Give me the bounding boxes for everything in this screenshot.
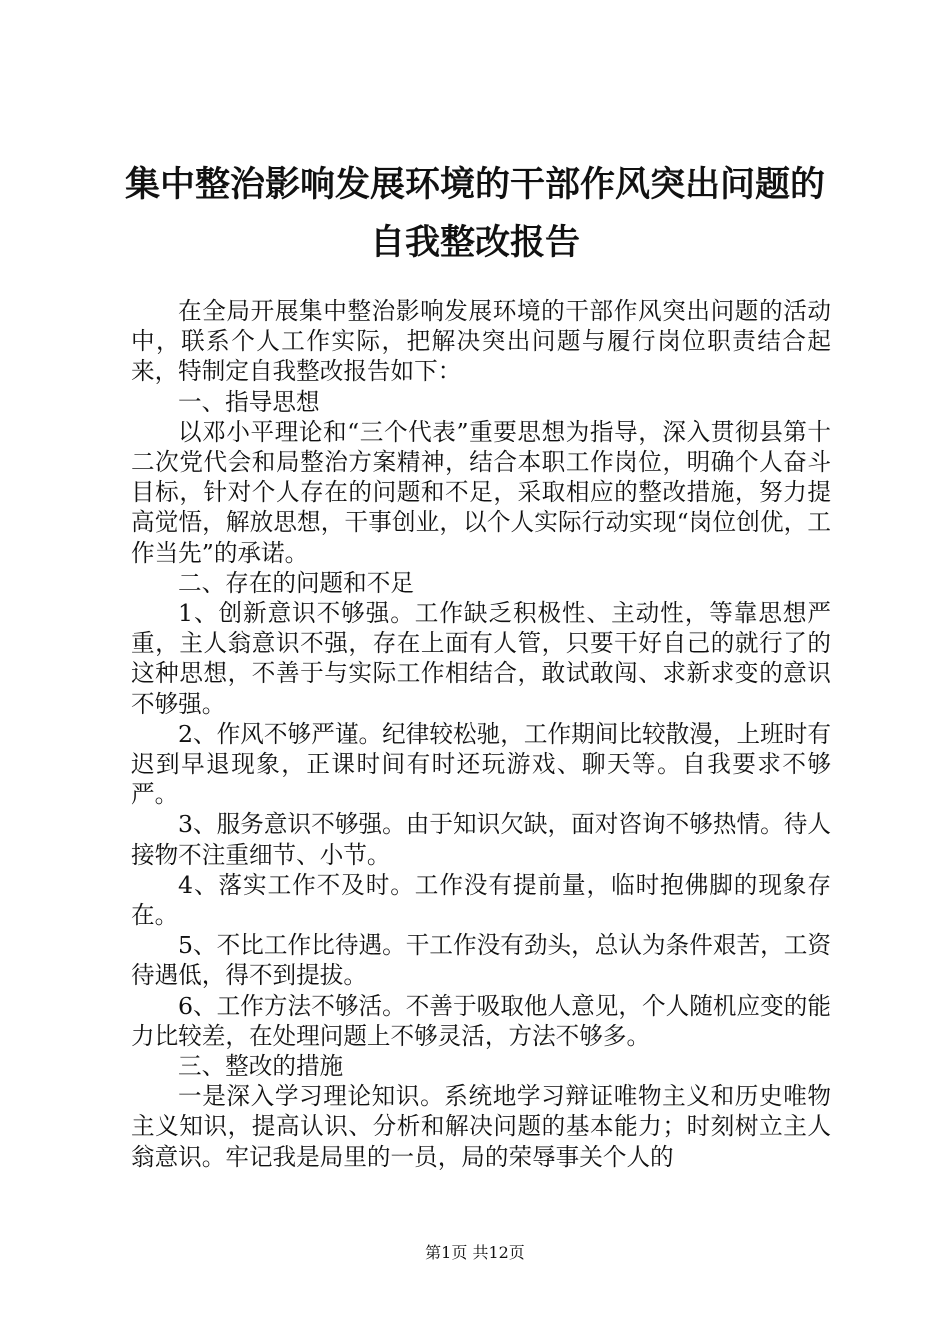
problem-item-4: 4、落实工作不及时。工作没有提前量，临时抱佛脚的现象存在。 (131, 870, 831, 930)
problem-item-6: 6、工作方法不够活。不善于吸取他人意见，个人随机应变的能力比较差，在处理问题上不够灵活，方法不够多。 (131, 991, 831, 1050)
page-number-footer: 第1页 共12页 (425, 1243, 525, 1262)
problem-item-5: 5、不比工作比待遇。干工作没有劲头，总认为条件艰苦，工资待遇低，得不到提拔。 (131, 931, 831, 990)
guiding-thought-paragraph: 以邓小平理论和“三个代表”重要思想为指导，深入贯彻县第十二次党代会和局整治方案精神，结合本职工作岗位，明确个人奋斗目标，针对个人存在的问题和不足，采取相应的整改措施，努力提高觉悟，解放思想，干事创业，以个人实际行动实现“岗位创优，工作当先”的承诺。 (131, 417, 831, 567)
document-title-line-2: 自我整改报告 (369, 223, 580, 263)
intro-paragraph: 在全局开展集中整治影响发展环境的干部作风突出问题的活动中，联系个人工作实际，把解决突出问题与履行岗位职责结合起来，特制定自我整改报告如下： (131, 297, 831, 386)
problem-item-1: 1、创新意识不够强。工作缺乏积极性、主动性，等靠思想严重，主人翁意识不强，存在上面有人管，只要干好自己的就行了的这种思想，不善于与实际工作相结合，敢试敢闯、求新求变的意识不够强。 (131, 599, 831, 718)
measures-paragraph: 一是深入学习理论知识。系统地学习辩证唯物主义和历史唯物主义知识，提高认识、分析和解决问题的基本能力；时刻树立主人翁意识。牢记我是局里的一员，局的荣辱事关个人的 (131, 1082, 831, 1171)
section-heading-guiding-thought: 一、指导思想 (178, 387, 320, 416)
section-heading-measures: 三、整改的措施 (178, 1052, 344, 1081)
document-title-line-1: 集中整治影响发展环境的干部作风突出问题的 (124, 165, 825, 205)
problem-item-3: 3、服务意识不够强。由于知识欠缺，面对咨询不够热情。待人接物不注重细节、小节。 (131, 810, 831, 869)
section-heading-problems: 二、存在的问题和不足 (178, 568, 414, 597)
document-body (131, 296, 831, 1172)
problem-item-2: 2、作风不够严谨。纪律较松驰，工作期间比较散漫，上班时有迟到早退现象，正课时间有时还玩游戏、聊天等。自我要求不够严。 (131, 719, 831, 809)
